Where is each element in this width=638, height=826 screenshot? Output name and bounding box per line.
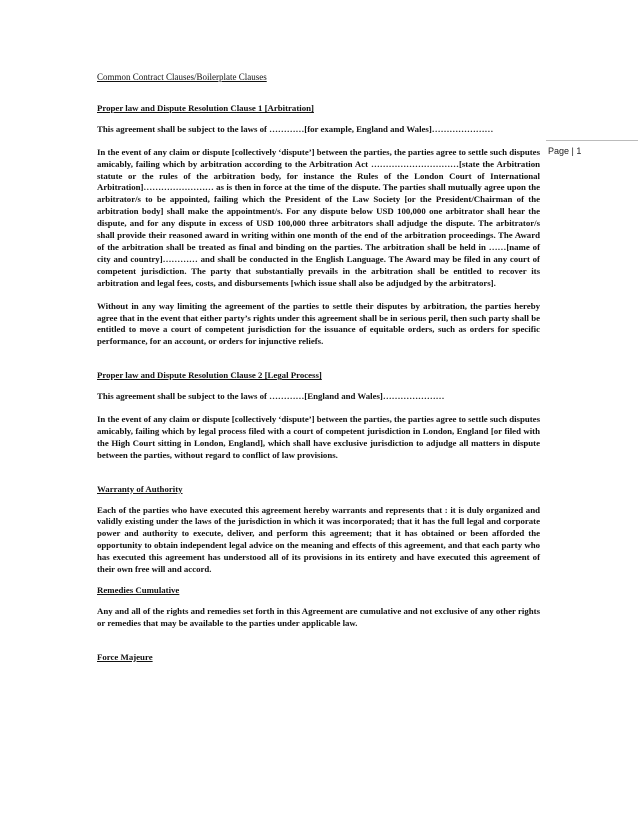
paragraph: This agreement shall be subject to the laws of …………[for example, England and Wales]…………………: [97, 123, 494, 134]
section-heading-clause-1: Proper law and Dispute Resolution Clause 1 [Arbitration]: [97, 102, 314, 113]
paragraph: This agreement shall be subject to the laws of …………[England and Wales]…………………: [97, 391, 445, 402]
paragraph: In the event of any claim or dispute [collectively ‘dispute’] between the parties, the parties agree to settle such disputes amicably, failing which by legal process filed with a court of competent jurisdiction in London, England [or filed with the High Court sitting in London, England], which shall have exclusive jurisdiction to adjudge all matters in dispute between the parties, without regard to conflict of law provisions.: [97, 414, 540, 460]
section-heading-warranty-of-authority: Warranty of Authority: [97, 483, 183, 494]
document-title: Common Contract Clauses/Boilerplate Clauses: [97, 72, 267, 82]
paragraph: In the event of any claim or dispute [collectively ‘dispute’] between the parties, the parties agree to settle such disputes amicably, failing which by arbitration according to the Arbitration Act …………………………[state the Arbitration statute or the rules of the arbitration body, for instance the Rules of the London Court of International Arbitration]…………………… as is then in force at the time of the dispute. The parties shall mutually agree upon the arbitrator/s to be appointed, failing which the President of the Law Society [or the President/Chairman of the arbitration body] shall make the appointment/s. For any dispute below USD 100,000 one arbitrator shall hear the dispute, and for any dispute in excess of USD 100,000 three arbitrators shall adjudge the dispute. The arbitrator/s shall provide their reasoned award in writing within one month of the end of the arbitration proceedings. The Award of the arbitration shall be treated as final and binding on the parties. The arbitration shall be held in ……[name of city and country]………… and shall be conducted in the English Language. The Award may be filed in any court of competent jurisdiction. The party that substantially prevails in the arbitration shall be entitled to recover its arbitration and legal fees, costs, and disbursements [which issue shall also be adjudged by the arbitrators].: [97, 146, 540, 288]
section-heading-force-majeure: Force Majeure: [97, 651, 153, 662]
section-heading-remedies-cumulative: Remedies Cumulative: [97, 585, 180, 595]
paragraph: Each of the parties who have executed this agreement hereby warrants and represents that : it is duly organized and validly existing under the laws of the jurisdiction in which it was incorporated; that it has the full legal and corporate power and authority to execute, deliver, and perform this agreement; that it has obtained or been afforded the opportunity to obtain independent legal advice on the meaning and effects of this agreement, and that each party who has executed this agreement has understood all of its provisions in its entirety and have executed this agreement of their own free will and accord.: [97, 504, 540, 575]
section-heading-clause-2: Proper law and Dispute Resolution Clause 2 [Legal Process]: [97, 370, 322, 381]
paragraph: Any and all of the rights and remedies set forth in this Agreement are cumulative and not exclusive of any other rights or remedies that may be available to the parties under applicable law.: [97, 605, 540, 628]
page-number-divider: [546, 140, 638, 141]
document-body: [97, 72, 540, 673]
paragraph: Without in any way limiting the agreement of the parties to settle their disputes by arbitration, the parties hereby agree that in the event that either party’s rights under this agreement shall be in serious peril, then such party shall be entitled to move a court of competent jurisdiction for the issuance of equitable orders, such as orders for specific performance, for an account, or orders for injunctive reliefs.: [97, 300, 540, 347]
page-number: Page | 1: [548, 146, 582, 156]
